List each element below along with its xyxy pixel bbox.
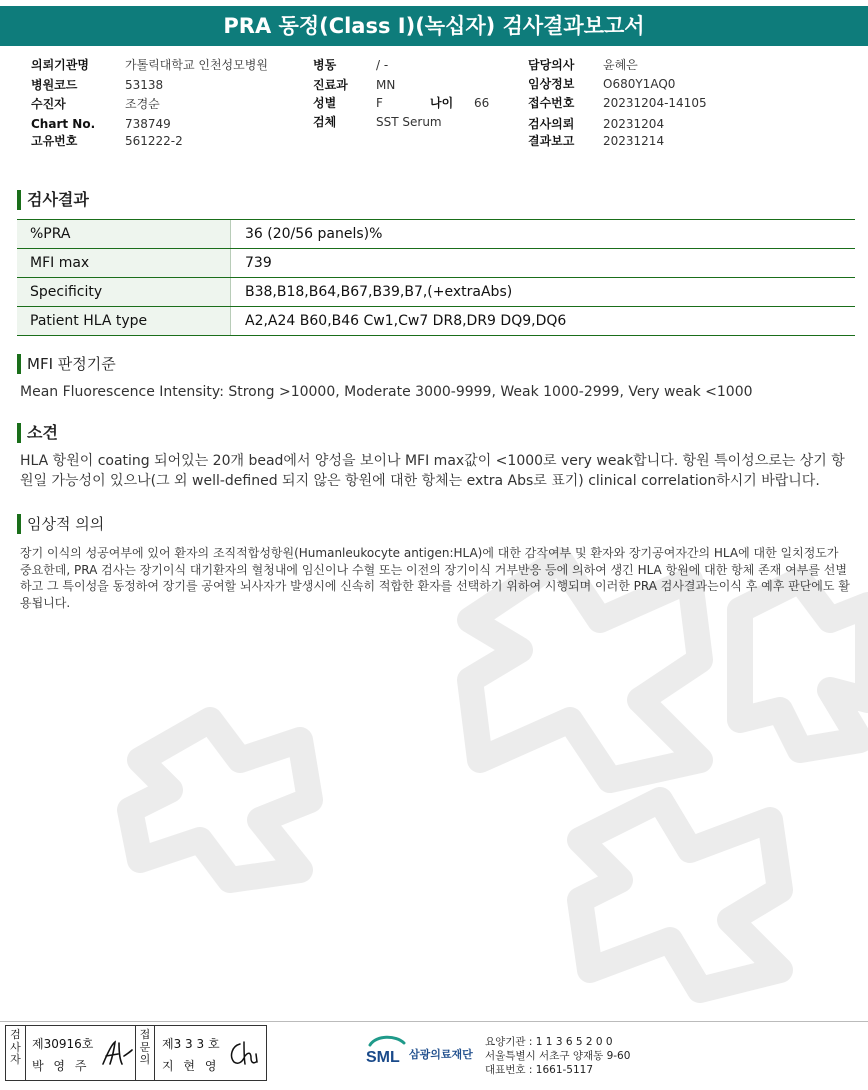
mfi-heading: MFI 판정기준	[17, 354, 116, 374]
info-value: 20231204-14105	[603, 96, 707, 110]
info-value: / -	[376, 58, 389, 72]
info-label: 병동	[313, 58, 337, 72]
info-value: SST Serum	[376, 115, 442, 129]
result-value: 739	[245, 255, 272, 271]
info-label-age: 나이	[430, 96, 454, 110]
table-row	[17, 249, 855, 278]
info-label: 성별	[313, 96, 337, 110]
examiner-signature	[100, 1038, 134, 1068]
info-value: 561222-2	[125, 134, 183, 148]
result-label: Patient HLA type	[17, 307, 231, 335]
info-label: 검사의뢰	[528, 117, 575, 131]
table-row	[17, 220, 855, 249]
info-value: 20231214	[603, 134, 665, 148]
info-value: 738749	[125, 117, 171, 131]
examiner-license: 제30916호	[32, 1037, 94, 1051]
info-value: F	[376, 96, 383, 110]
footer-divider	[0, 1021, 868, 1022]
result-value: 36 (20/56 panels)%	[245, 226, 383, 242]
result-label: MFI max	[17, 249, 231, 277]
info-value: 윤혜은	[603, 58, 638, 72]
institution-address: 서울특별시 서초구 양재동 9-60	[485, 1050, 631, 1062]
patient-info	[0, 0, 868, 160]
result-label: Specificity	[17, 278, 231, 306]
table-row	[17, 307, 855, 336]
result-value: B38,B18,B64,B67,B39,B7,(+extraAbs)	[245, 284, 513, 300]
mfi-text: Mean Fluorescence Intensity: Strong >10000, Moderate 3000-9999, Weak 1000-2999, Very weak <1000	[20, 384, 753, 400]
reviewer-role-text: 접문의	[139, 1028, 151, 1066]
clinical-heading: 임상적 의의	[17, 514, 104, 534]
info-label: 병원코드	[31, 78, 78, 92]
info-label: 고유번호	[31, 134, 78, 148]
info-value: MN	[376, 78, 396, 92]
report-title: PRA 동정(Class I)(녹십자) 검사결과보고서	[0, 6, 868, 46]
info-value: 조경순	[125, 97, 160, 111]
institution-code: 요양기관 : 1 1 3 6 5 2 0 0	[485, 1036, 613, 1048]
table-row	[17, 278, 855, 307]
info-label: 임상정보	[528, 77, 575, 91]
results-heading: 검사결과	[17, 190, 89, 210]
examiner-name: 박 영 주	[32, 1059, 90, 1073]
info-label: Chart No.	[31, 117, 96, 131]
examiner-role	[6, 1026, 26, 1080]
info-value: 가톨릭대학교 인천성모병원	[125, 58, 268, 72]
reviewer-name: 지 현 영	[162, 1059, 220, 1073]
info-value: 20231204	[603, 117, 665, 131]
info-label: 접수번호	[528, 96, 575, 110]
logo-text: 삼광의료재단	[409, 1048, 473, 1061]
reviewer-role	[135, 1026, 155, 1080]
reviewer-license: 제3 3 3 호	[162, 1037, 220, 1051]
info-label: 수진자	[31, 97, 66, 111]
signature-box	[5, 1025, 267, 1081]
info-label: 진료과	[313, 78, 348, 92]
examiner-role-text: 검사자	[10, 1028, 21, 1066]
institution-phone: 대표번호 : 1661-5117	[485, 1064, 594, 1076]
reviewer-signature	[226, 1038, 262, 1068]
result-label: %PRA	[17, 220, 231, 248]
results-table	[17, 219, 855, 336]
clinical-text: 장기 이식의 성공여부에 있어 환자의 조직적합성항원(Humanleukocyte antigen:HLA)에 대한 감작여부 및 환자와 장기공여자간의 HLA에 대한 일치정도가 중요한데, PRA 검사는 장기이식 대기환자의 혈청내에 임신이나 수혈 또는 이전의 장기이식 거부반응 등에 의하여 생긴 HLA 항원에 대한 항체 존재 여부를 선별하고 그 특이성을 동정하여 장기를 공여할 뇌사자가 발생시에 신속히 적합한 환자를 선택하기 위하여 시행되며 이러한 PRA 검사결과는이식 후 예후 판단에도 활용됩니다.	[20, 546, 850, 610]
svg-text:SML: SML	[366, 1049, 400, 1065]
findings-text: HLA 항원이 coating 되어있는 20개 bead에서 양성을 보이나 MFI max값이 <1000로 very weak합니다. 항원 특이성으로는 상기 항원일 가능성이 있으나(그 외 well-defined 되지 않은 항원에 대한 항체는 extra Abs로 표기) clinical correlation하시기 바랍니다.	[20, 453, 845, 489]
info-label: 의뢰기관명	[31, 58, 89, 72]
result-value: A2,A24 B60,B46 Cw1,Cw7 DR8,DR9 DQ9,DQ6	[245, 313, 567, 329]
info-label: 결과보고	[528, 134, 575, 148]
info-value-age: 66	[474, 96, 490, 110]
institution-info	[485, 1035, 630, 1077]
info-value: 53138	[125, 78, 164, 92]
sml-logo-icon	[366, 1033, 408, 1065]
findings-heading: 소견	[17, 423, 58, 443]
info-value: O680Y1AQ0	[603, 77, 676, 91]
info-label: 검체	[313, 115, 337, 129]
info-label: 담당의사	[528, 58, 575, 72]
